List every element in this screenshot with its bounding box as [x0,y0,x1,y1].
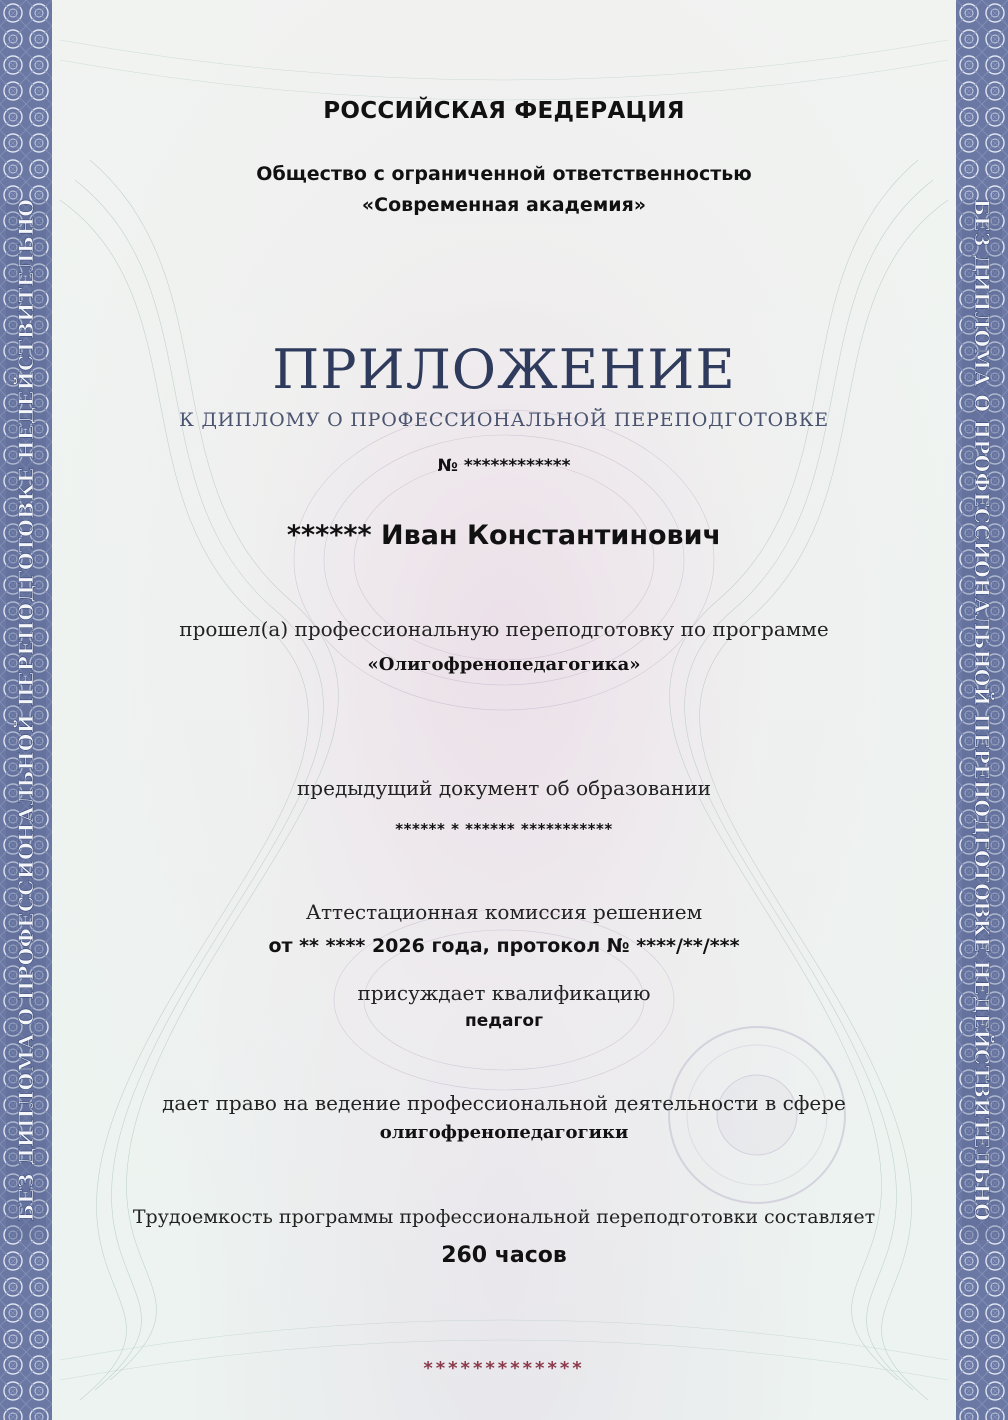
rights-statement: дает право на ведение профессиональной деятельности в сфере [162,1091,846,1115]
left-border-caption: БЕЗ ДИПЛОМА О ПРОФЕССИОНАЛЬНОЙ ПЕРЕПОДГОТОВКЕ НЕДЕЙСТВИТЕЛЬНО [14,198,38,1222]
awards-statement: присуждает квалификацию [357,981,651,1005]
holder-name: ****** Иван Константинович [286,520,722,551]
program-hours: 260 часов [441,1243,567,1268]
serial-number: ************* [423,1358,585,1379]
organization-line-2: «Современная академия» [361,194,647,216]
commission-statement: Аттестационная комиссия решением [305,900,703,924]
country-heading: РОССИЙСКАЯ ФЕДЕРАЦИЯ [323,98,685,124]
previous-document-label: предыдущий документ об образовании [296,776,712,800]
document-subtitle: К ДИПЛОМУ О ПРОФЕССИОНАЛЬНОЙ ПЕРЕПОДГОТОВКЕ [179,409,829,431]
previous-document-value: ****** * ****** *********** [395,820,613,838]
activity-sphere: олигофренопедагогики [379,1122,629,1143]
organization-line-1: Общество с ограниченной ответственностью [256,163,752,185]
passed-statement: прошел(а) профессиональную переподготовку по программе [179,617,829,641]
right-border-caption: БЕЗ ДИПЛОМА О ПРОФЕССИОНАЛЬНОЙ ПЕРЕПОДГОТОВКЕ НЕДЕЙСТВИТЕЛЬНО [970,198,994,1222]
document-title: ПРИЛОЖЕНИЕ [272,338,736,401]
decision-details: от ** **** 2026 года, протокол № ****/**/*** [268,935,740,957]
labor-intensity-statement: Трудоемкость программы профессиональной переподготовки составляет [132,1206,876,1228]
qualification-value: педагог [465,1011,543,1031]
seal-watermark [662,1020,852,1210]
document-number: № ************ [437,456,571,476]
program-name: «Олигофренопедагогика» [367,654,641,675]
